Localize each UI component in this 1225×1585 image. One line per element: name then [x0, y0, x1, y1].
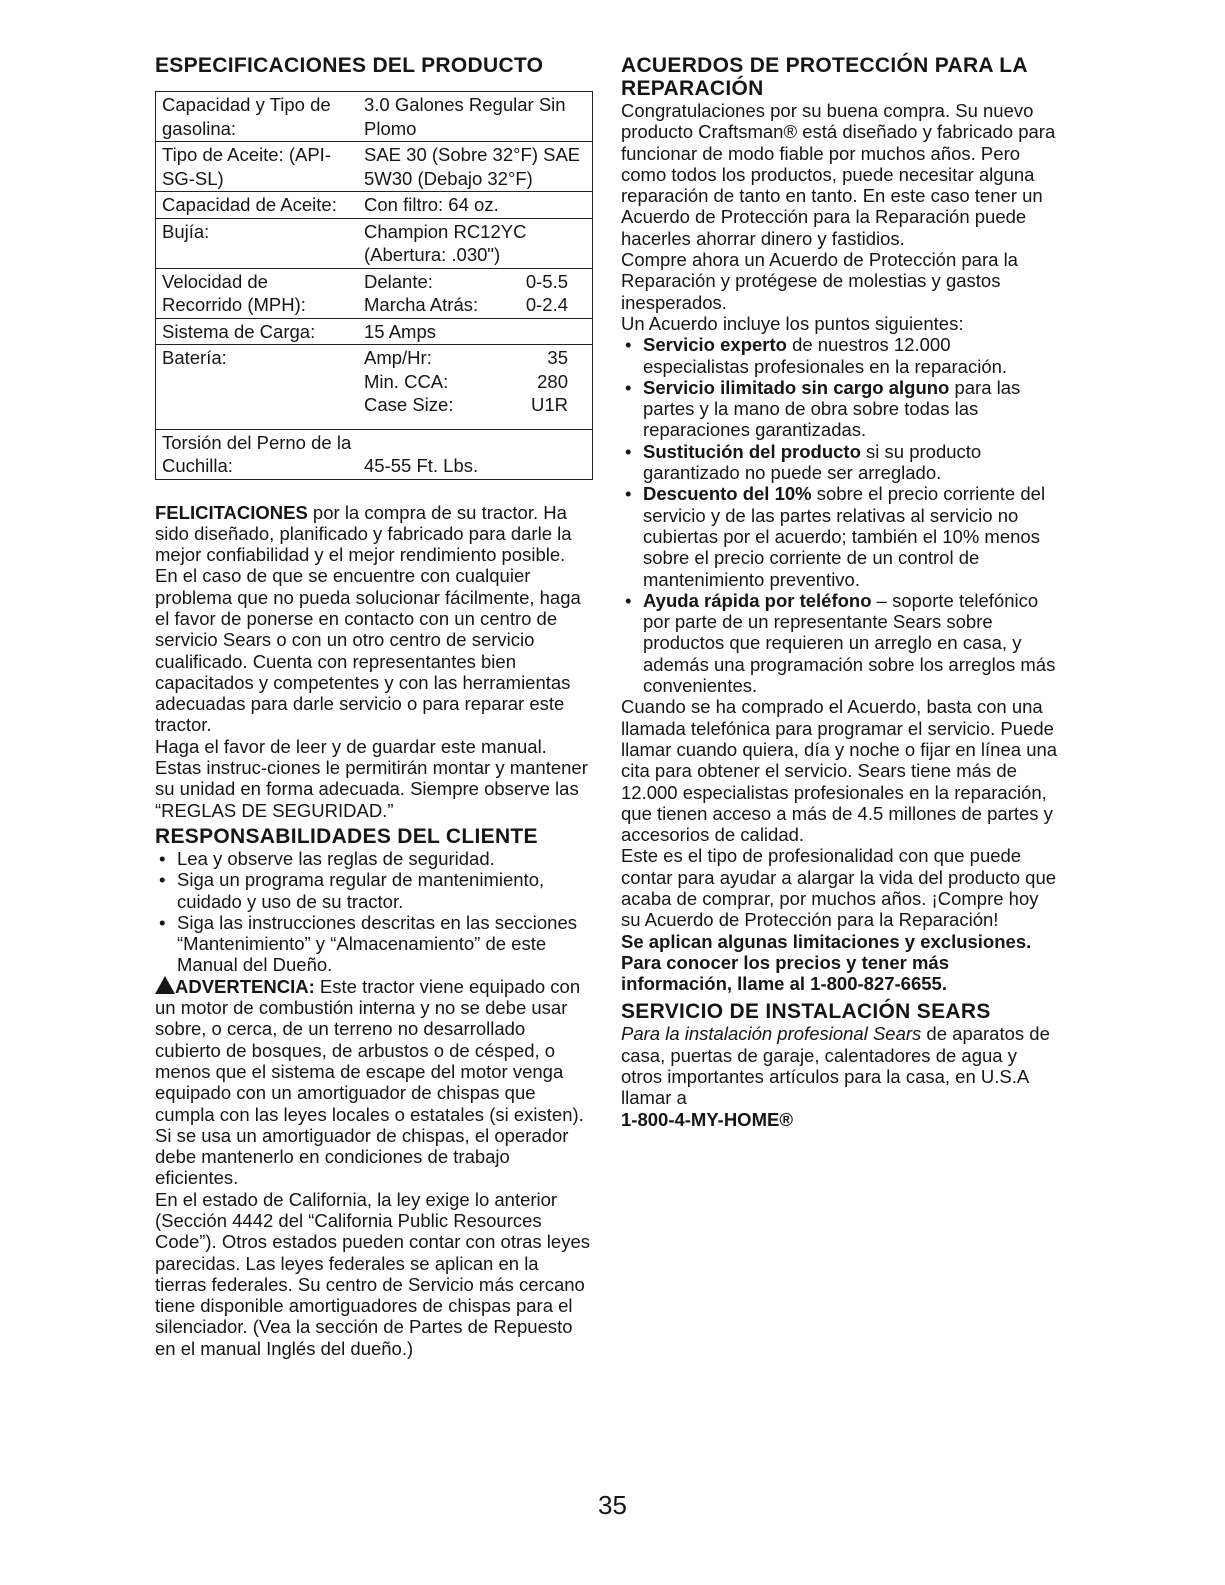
california-paragraph: En el estado de California, la ley exige lo anterior (Sección 4442 del “California Public Resources Code”). Otros estados pueden contar con otras leyes parecidas. Las leyes federales se aplican en la tierras federales. Su centro de Servicio más cercano tiene disponible amortiguadores de chispas para el silenciador. (Vea la sección de Partes de Repuesto en el manual Inglés del dueño.)	[155, 1188, 590, 1359]
left-column	[155, 54, 595, 1359]
spec-value: Con filtro: 64 oz.	[358, 192, 593, 219]
specs-heading: ESPECIFICACIONES DEL PRODUCTO	[155, 54, 544, 77]
spec-value-text: 45-55 Ft. Lbs.	[364, 455, 479, 476]
list-item: • Siga las instrucciones descritas en las secciones “Mantenimiento” y “Almacenamiento” de este Manual del Dueño.	[155, 912, 595, 976]
benefit-title: Sustitución del producto	[643, 440, 861, 462]
spec-subvalue: 0-5.5	[525, 270, 568, 292]
benefit-text: de nuestros 12.000 especialistas profesionales en la reparación.	[643, 334, 1008, 377]
spec-value	[358, 345, 593, 430]
spec-sublabel: Amp/Hr:	[364, 347, 432, 368]
list-item	[621, 483, 1061, 589]
protection-call: Cuando se ha comprado el Acuerdo, basta con una llamada telefónica para programar el servicio. Puede llamar cuando quiera, día y noche o fijar en línea una cita para obtener el servicio. Sears tiene más de 12.000 especialistas profesionales en la reparación, que tienen acceso a más de 4.5 millones de partes y accesorios de calidad.	[621, 696, 1058, 846]
spec-subline	[364, 393, 586, 417]
warning-paragraph	[155, 976, 595, 1189]
protection-buy: Compre ahora un Acuerdo de Protección para la Reparación y protégese de molestias y gastos inesperados.	[621, 249, 1018, 313]
warning-text: Este tractor viene equipado con un motor de combustión interna y no se debe usar sobre, o cerca, de un terreno no desarrollado cubierto de bosques, de arbustos o de césped, o menos que el sistema de escape del motor venga equipado con un amortiguador de chispas que cumpla con las leyes locales o estatales (si existen). Si se usa un amortiguador de chispas, el operador debe mantenerlo en condiciones de trabajo eficientes.	[155, 975, 584, 1189]
table-row	[156, 218, 593, 268]
spec-sublabel: Marcha Atrás:	[364, 294, 479, 315]
spec-label: Batería:	[156, 345, 359, 430]
table-row	[156, 318, 593, 345]
benefit-text: si su producto garantizado no puede ser arreglado.	[643, 440, 982, 484]
spec-value	[358, 429, 593, 479]
benefit-text: para las partes y la mano de obra sobre todas las reparaciones garantizadas.	[643, 376, 1021, 441]
list-item	[621, 441, 1061, 484]
protection-intro: Congratulaciones por su buena compra. Su nuevo producto Craftsman® está diseñado y fabricado para funcionar de modo fiable por muchos años. Pero como todos los productos, puede necesitar alguna reparación de tanto en tanto. En este caso tener un Acuerdo de Protección para la Reparación puede hacerles ahorrar dinero y fastidios.	[621, 100, 1056, 249]
spec-subline	[364, 270, 586, 294]
list-item: • Siga un programa regular de mantenimiento, cuidado y uso de su tractor.	[155, 869, 595, 912]
spec-sublabel: Delante:	[364, 270, 433, 292]
protection-professional: Este es el tipo de profesionalidad con que puede contar para ayudar a alargar la vida del producto que acaba de comprar, por muchos años. ¡Compre hoy su Acuerdo de Protección para la Reparación!	[621, 845, 1057, 931]
warning-label: ADVERTENCIA:	[175, 975, 315, 997]
installation-text: de aparatos de casa, puertas de garaje, calentadores de agua y otros importantes artículos para la casa, en U.S.A llamar a	[621, 1023, 1050, 1109]
responsibilities-list	[155, 848, 595, 976]
benefit-text: sobre el precio corriente del servicio y de las partes relativas al servicio no cubiertas por el acuerdo; también el 10% menos sobre el precio corriente de un control de mantenimiento preventivo.	[643, 483, 1046, 590]
table-row	[156, 192, 593, 219]
spec-label: Tipo de Aceite: (API-SG-SL)	[156, 142, 359, 192]
benefit-text: – soporte telefónico por parte de un representante Sears sobre productos que requieren un arreglo en casa, y además una programación sobre los arreglos más convenientes.	[643, 589, 1056, 697]
spec-label: Bujía:	[156, 218, 359, 268]
specs-table	[155, 91, 593, 480]
installation-phone: 1-800-4-MY-HOME®	[621, 1108, 793, 1130]
spec-subline	[364, 346, 586, 370]
table-row	[156, 268, 593, 318]
list-item	[621, 377, 1061, 441]
spec-value: Champion RC12YC (Abertura: .030")	[358, 218, 593, 268]
protection-includes: Un Acuerdo incluye los puntos siguientes:	[621, 312, 964, 334]
warning-icon	[155, 976, 175, 994]
spec-value: SAE 30 (Sobre 32°F) SAE 5W30 (Debajo 32°F)	[358, 142, 593, 192]
installation-heading: SERVICIO DE INSTALACIÓN SEARS	[621, 1000, 991, 1024]
protection-benefits-list	[621, 334, 1061, 696]
spec-sublabel: Min. CCA:	[364, 370, 449, 392]
right-column	[621, 54, 1061, 1130]
spec-subline	[364, 370, 586, 394]
benefit-title: Descuento del 10%	[643, 483, 812, 505]
congrats-text: por la compra de su tractor. Ha sido diseñado, planificado y fabricado para darle la mejor confiabilidad y el mejor rendimiento posible.	[155, 501, 572, 566]
responsibilities-heading: RESPONSABILIDADES DEL CLIENTE	[155, 824, 538, 848]
service-paragraph: En el caso de que se encuentre con cualquier problema que no pueda solucionar fácilmente, haga el favor de ponerse en contacto con un centro de servicio Sears o con un otro centro de servicio cualificado. Cuenta con representantes bien capacitados y competentes y con las herramientas adecuadas para darle servicio o para reparar este tractor.	[155, 565, 581, 736]
spec-label: Sistema de Carga:	[156, 318, 359, 345]
spec-subvalue: 0-2.4	[525, 294, 568, 315]
spec-label: Velocidad de Recorrido (MPH):	[156, 268, 359, 318]
manual-paragraph: Haga el favor de leer y de guardar este manual. Estas instruc-ciones le permitirán montar y mantener su unidad en forma adecuada. Siempre observe las “REGLAS DE SEGURIDAD.”	[155, 735, 588, 821]
spec-label: Capacidad de Aceite:	[156, 192, 359, 219]
installation-paragraph	[621, 1023, 1061, 1108]
benefit-title: Ayuda rápida por teléfono	[643, 589, 872, 611]
spec-value: 3.0 Galones Regular Sin Plomo	[358, 92, 593, 142]
list-item	[621, 334, 1061, 377]
benefit-title: Servicio experto	[643, 334, 787, 356]
table-row	[156, 429, 593, 479]
protection-heading: ACUERDOS DE PROTECCIÓN PARA LA REPARACIÓN	[621, 54, 1028, 100]
table-row	[156, 345, 593, 430]
spec-label: Torsión del Perno de la Cuchilla:	[156, 429, 359, 479]
limitations-notice: Se aplican algunas limitaciones y exclusiones. Para conocer los precios y tener más información, llame al 1-800-827-6655.	[621, 930, 1032, 995]
spec-subvalue: 280	[537, 370, 568, 392]
congrats-paragraph	[155, 502, 595, 566]
table-row	[156, 142, 593, 192]
installation-lead: Para la instalación profesional Sears	[621, 1023, 922, 1045]
spec-value	[358, 268, 593, 318]
spec-value: 15 Amps	[358, 318, 593, 345]
benefit-title: Servicio ilimitado sin cargo alguno	[643, 376, 950, 398]
table-row	[156, 92, 593, 142]
spec-subvalue: 35	[547, 347, 568, 368]
list-item: • Lea y observe las reglas de seguridad.	[155, 848, 595, 869]
spec-label: Capacidad y Tipo de gasolina:	[156, 92, 359, 142]
list-item	[621, 590, 1061, 696]
congrats-lead: FELICITACIONES	[155, 501, 308, 523]
spec-subline	[364, 293, 586, 317]
spec-subvalue: U1R	[530, 394, 568, 415]
page-number: 35	[598, 1490, 627, 1520]
spec-sublabel: Case Size:	[364, 394, 454, 415]
